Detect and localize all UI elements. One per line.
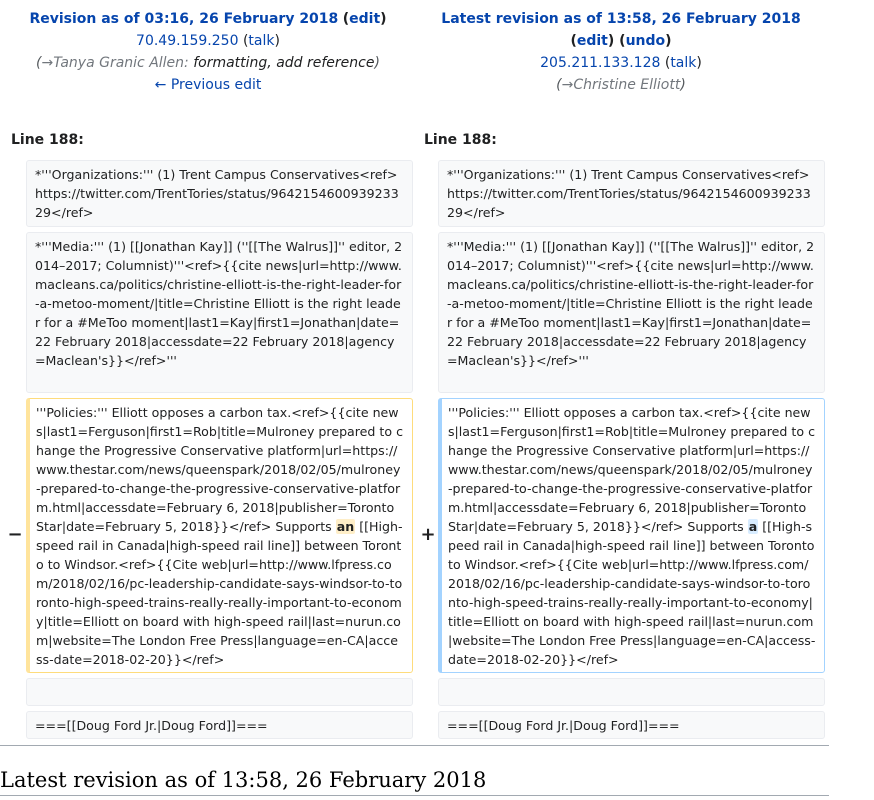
undo-link[interactable]: undo bbox=[625, 33, 666, 49]
revision-heading: Latest revision as of 13:58, 26 February 2018 bbox=[0, 768, 487, 792]
added-line-marker: + bbox=[420, 524, 436, 545]
paren-close: ) bbox=[374, 55, 380, 71]
new-revision-header bbox=[412, 8, 830, 96]
divider bbox=[0, 745, 829, 746]
old-line-number: Line 188: bbox=[11, 132, 84, 148]
new-edit-link[interactable]: edit bbox=[576, 33, 608, 49]
paren-close: ) bbox=[274, 33, 280, 49]
old-talk-link[interactable]: talk bbox=[248, 33, 275, 49]
new-user-link[interactable]: 205.211.133.128 bbox=[540, 55, 661, 71]
paren-close: ) bbox=[696, 55, 702, 71]
paren-open: ( bbox=[570, 33, 577, 49]
paren-open: ( bbox=[342, 11, 350, 27]
previous-edit-link[interactable]: ← Previous edit bbox=[154, 77, 262, 93]
empty-context-line-left bbox=[26, 678, 413, 706]
diff-text: '''Policies:''' Elliott opposes a carbon tax.<ref>{{cite news|last1=Ferguson|first1=Rob|title=Mulroney prepared to change the Progressive Conservative platform|url=https://www.thestar.com/news/queenspark/2018/02/05/mulroney-prepared-to-change-the-progressive-conservative-platform.html|accessdate=February 6, 2018|publisher=Toronto Star|date=February 5, 2018}}</ref> Supports bbox=[36, 405, 403, 534]
new-summary-section-link[interactable]: →Christine Elliott bbox=[561, 77, 681, 93]
old-edit-link[interactable]: edit bbox=[349, 11, 381, 27]
context-line-left: ===[[Doug Ford Jr.|Doug Ford]]=== bbox=[26, 711, 413, 739]
paren-close: ) bbox=[607, 33, 615, 49]
added-line bbox=[438, 398, 825, 673]
old-user-link[interactable]: 70.49.159.250 bbox=[136, 33, 239, 49]
paren-close: ) bbox=[665, 33, 672, 49]
old-summary-section-link[interactable]: →Tanya Granic Allen: bbox=[41, 55, 189, 71]
diff-text: [[High-speed rail in Canada|high-speed rail line]] between Toronto to Windsor.<ref>{{Cite web|url=http://www.lfpress.com/2018/02/16/pc-leadership-candidate-says-windsor-to-toronto-high-speed-trains-really-really-important-to-economy|title=Elliott on board with high-speed rail|last=nurun.com|website=The London Free Press|language=en-CA|access-date=2018-02-20}}</ref> bbox=[448, 519, 819, 667]
new-edit-summary bbox=[412, 74, 830, 96]
paren-close: ) bbox=[680, 77, 686, 93]
old-summary-text: formatting, add reference bbox=[193, 55, 375, 71]
new-line-number: Line 188: bbox=[424, 132, 497, 148]
diff-text: [[High-speed rail in Canada|high-speed rail line]] between Toronto to Windsor.<ref>{{Cite web|url=http://www.lfpress.com/2018/02/16/pc-leadership-candidate-says-windsor-to-toronto-high-speed-trains-really-really-important-to-economy|title=Elliott on board with high-speed rail|last=nurun.com|website=The London Free Press|language=en-CA|access-date=2018-02-20}}</ref> bbox=[36, 519, 403, 667]
new-revision-link[interactable]: Latest revision as of 13:58, 26 February 2018 bbox=[441, 11, 801, 27]
deleted-line bbox=[26, 398, 413, 673]
empty-context-line-right bbox=[438, 678, 825, 706]
new-talk-link[interactable]: talk bbox=[670, 55, 697, 71]
context-line-left: *'''Media:''' (1) [[Jonathan Kay]] (''[[The Walrus]]'' editor, 2014–2017; Columnist)'''<ref>{{cite news|url=http://www.macleans.ca/politics/christine-elliott-is-the-right-leader-for-a-metoo-moment/|title=Christine Elliott is the right leader for a #MeToo moment|last1=Kay|first1=Jonathan|date=22 February 2018|accessdate=22 February 2018|agency=Maclean's}}</ref>''' bbox=[26, 232, 413, 393]
deleted-line-marker: − bbox=[7, 524, 23, 545]
context-line-right: *'''Media:''' (1) [[Jonathan Kay]] (''[[The Walrus]]'' editor, 2014–2017; Columnist)'''<ref>{{cite news|url=http://www.macleans.ca/politics/christine-elliott-is-the-right-leader-for-a-metoo-moment/|title=Christine Elliott is the right leader for a #MeToo moment|last1=Kay|first1=Jonathan|date=22 February 2018|accessdate=22 February 2018|agency=Maclean's}}</ref>''' bbox=[438, 232, 825, 393]
old-revision-header bbox=[0, 8, 416, 96]
old-revision-link[interactable]: Revision as of 03:16, 26 February 2018 bbox=[29, 11, 339, 27]
context-line-left: *'''Organizations:''' (1) Trent Campus Conservatives<ref>https://twitter.com/TrentTories/status/964215460093923329</ref> bbox=[26, 160, 413, 227]
paren-open: ( bbox=[556, 77, 562, 93]
context-line-right: ===[[Doug Ford Jr.|Doug Ford]]=== bbox=[438, 711, 825, 739]
paren-open: ( bbox=[619, 33, 626, 49]
diff-text: '''Policies:''' Elliott opposes a carbon tax.<ref>{{cite news|last1=Ferguson|first1=Rob|title=Mulroney prepared to change the Progressive Conservative platform|url=https://www.thestar.com/news/queenspark/2018/02/05/mulroney-prepared-to-change-the-progressive-conservative-platform.html|accessdate=February 6, 2018|publisher=Toronto Star|date=February 5, 2018}}</ref> Supports bbox=[448, 405, 815, 534]
deleted-word: an bbox=[336, 519, 355, 534]
divider bbox=[0, 795, 829, 796]
paren-close: ) bbox=[380, 11, 387, 27]
paren-open: ( bbox=[242, 33, 249, 49]
added-word: a bbox=[748, 519, 758, 534]
context-line-right: *'''Organizations:''' (1) Trent Campus Conservatives<ref>https://twitter.com/TrentTories/status/964215460093923329</ref> bbox=[438, 160, 825, 227]
paren-open: ( bbox=[664, 55, 671, 71]
paren-open: ( bbox=[36, 55, 42, 71]
old-edit-summary bbox=[0, 52, 416, 74]
